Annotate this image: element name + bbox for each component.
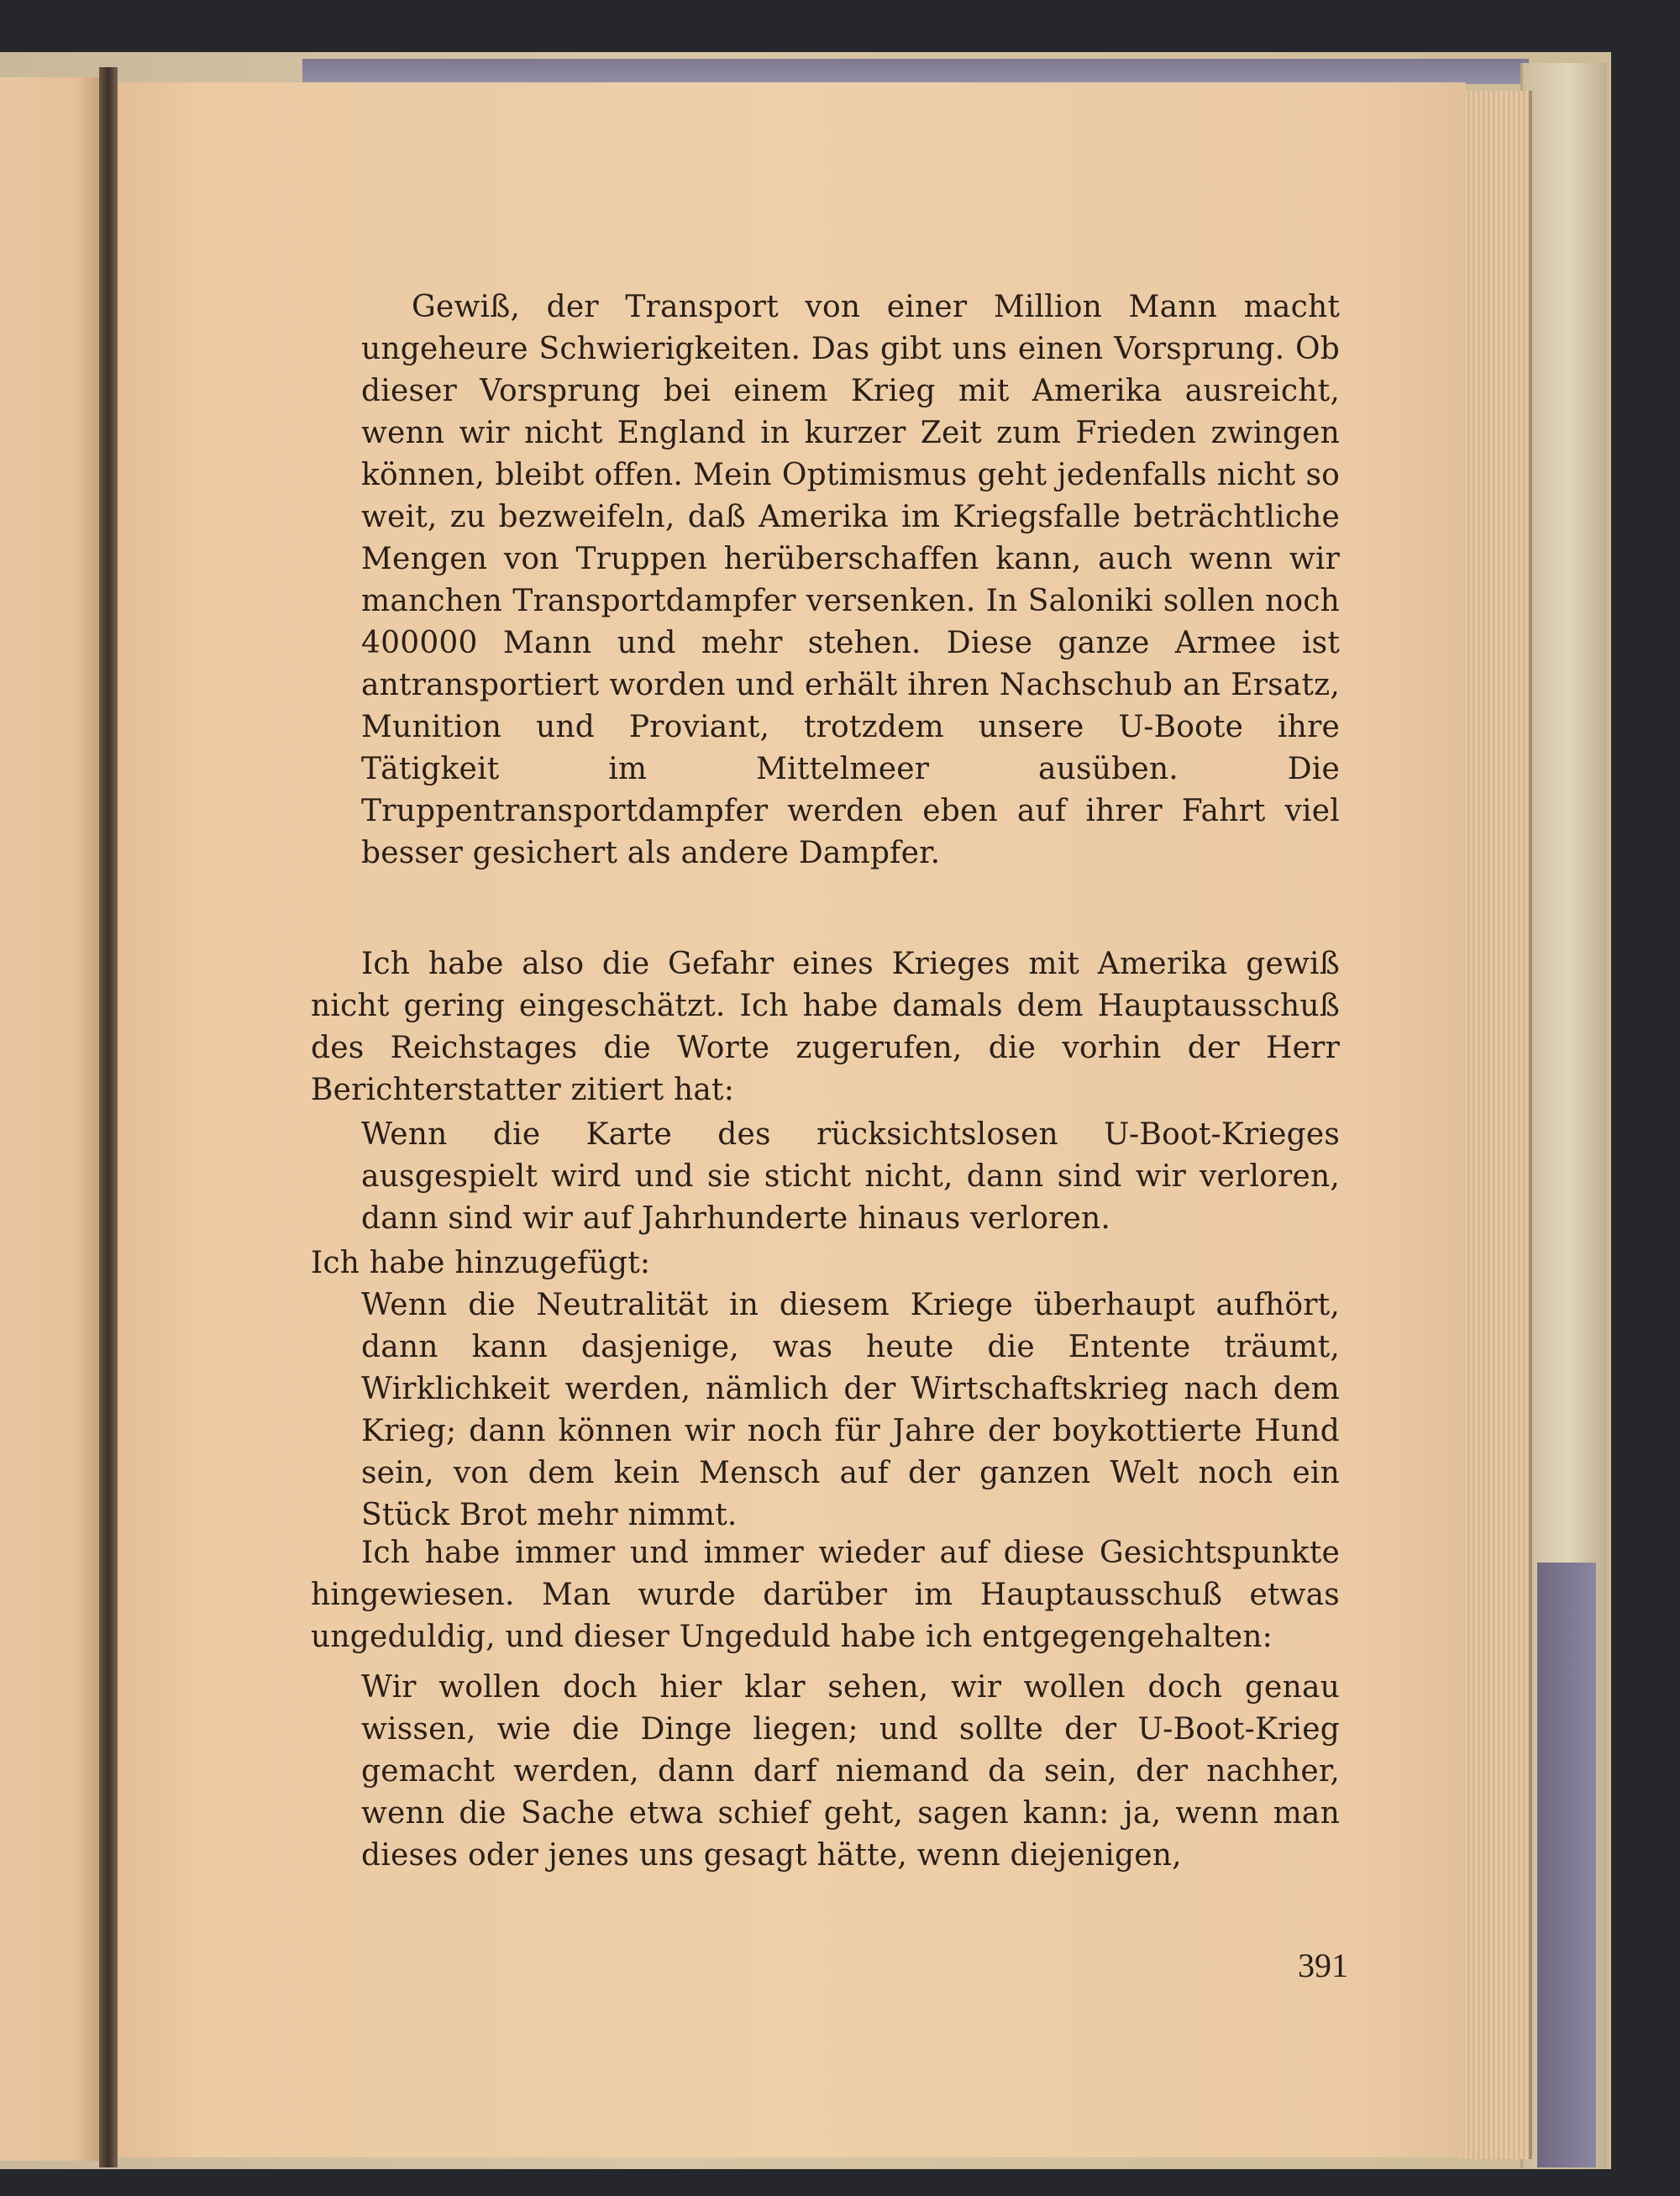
quote-text: Wenn die Neutralität in diesem Kriege überhaupt aufhört, dann kann dasjenige, was heute die Entente träumt, Wirklichkeit werden, nämlich der Wirtschaftskrieg nach dem Krieg; dann können wir noch für Jahre der boykottierte Hund sein, von dem kein Mensch auf der ganzen Welt noch ein Stück Brot mehr nimmt. [361,1288,1340,1532]
paragraph-text: Ich habe also die Gefahr eines Krieges mit Amerika gewiß nicht gering eingeschätzt. Ich habe damals dem Hauptausschuß des Reichstages die Worte zugerufen, die vorhin der Herr Berichterstatter zitiert hat: [311,947,1340,1107]
paragraph-text: Ich habe hinzugefügt: [311,1246,651,1280]
left-page-edge [0,77,108,2161]
quote-text: Wir wollen doch hier klar sehen, wir wollen doch genau wissen, wie die Dinge liegen; und sollte der U-Boot-Krieg gemacht werden, dann darf niemand da sein, der nachher, wenn die Sache etwa schief geht, sagen kann: ja, wenn man dieses oder jenes uns gesagt hätte, wenn diejenigen, [361,1670,1340,1873]
quote-1 [361,1114,1340,1240]
book-gutter [99,67,118,2167]
page-edges-stack [1460,91,1532,2159]
quote-3 [361,1667,1340,1877]
paragraph-text: Ich habe immer und immer wieder auf diese Gesichtspunkte hingewiesen. Man wurde darüber im Hauptausschuß etwas ungeduldig, und dieser Ungeduld habe ich entgegengehalten: [311,1536,1340,1654]
quote-2 [361,1285,1340,1537]
page-number: 391 [1298,1946,1348,1984]
book-page [118,82,1466,2157]
paragraph-3 [311,1242,1340,1285]
cover-corner-purple [1537,1563,1596,2167]
paragraph-text: Gewiß, der Transport von einer Million Mann macht ungeheure Schwierigkeiten. Das gibt uns einen Vorsprung. Ob dieser Vorsprung bei einem Krieg mit Amerika ausreicht, wenn wir nicht England in kurzer Zeit zum Frieden zwingen können, bleibt offen. Mein Optimismus geht jedenfalls nicht so weit, zu bezweifeln, daß Amerika im Kriegsfalle beträchtliche Mengen von Truppen herüberschaffen kann, auch wenn wir manchen Transportdampfer versenken. In Saloniki sollen noch 400000 Mann und mehr stehen. Diese ganze Armee ist antransportiert worden und erhält ihren Nachschub an Ersatz, Munition und Proviant, trotzdem unsere U-Boote ihre Tätigkeit im Mittelmeer ausüben. Die Truppentransportdampfer werden eben auf ihrer Fahrt viel besser gesichert als andere Dampfer. [361,290,1340,870]
quote-text: Wenn die Karte des rücksichtslosen U-Boot-Krieges ausgespielt wird und sie sticht nicht, dann sind wir verloren, dann sind wir auf Jahrhunderte hinaus verloren. [361,1117,1340,1236]
cover-top-edge [302,59,1529,84]
paragraph-4 [311,1532,1340,1658]
paragraph-2 [311,943,1340,1111]
paragraph-1 [361,286,1340,875]
